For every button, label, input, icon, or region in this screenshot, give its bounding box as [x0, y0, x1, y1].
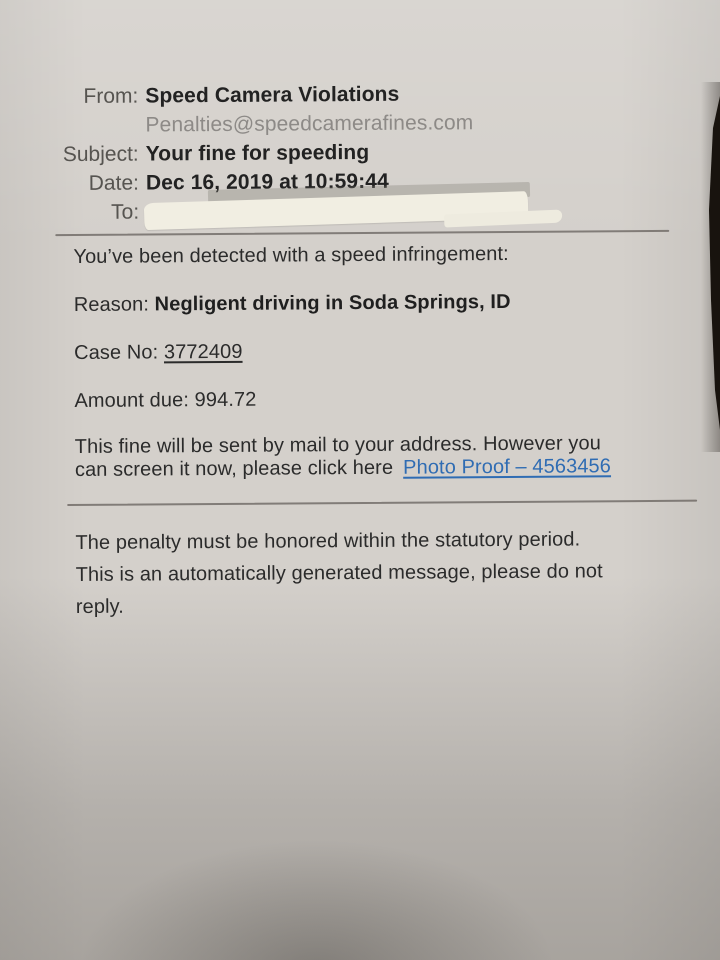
reason-label: Reason:	[73, 293, 150, 316]
to-value-redacted	[146, 193, 718, 226]
from-address-spacer	[0, 110, 146, 140]
email-footer	[0, 522, 720, 623]
from-address: Penalties@speedcamerafines.com	[145, 111, 474, 137]
infringement-intro: You’ve been detected with a speed infringement:	[73, 242, 509, 268]
footer-divider-line	[67, 500, 697, 506]
footer-line-1: The penalty must be honored within the statutory period.	[75, 528, 581, 554]
to-label: To:	[111, 200, 140, 224]
date-label: Date:	[88, 171, 140, 195]
header-divider-line	[55, 230, 669, 236]
subject-value: Your fine for speeding	[145, 140, 370, 166]
case-label: Case No:	[74, 341, 159, 364]
notice-line-1: This fine will be sent by mail to your address. However you	[74, 432, 601, 458]
from-label: From:	[83, 84, 139, 108]
amount-line: Amount due: 994.72	[74, 388, 257, 412]
email-header	[0, 0, 718, 228]
footer-line-2: This is an automatically generated message, please do not	[75, 560, 603, 586]
from-value: Speed Camera Violations	[145, 82, 400, 108]
reason-line	[74, 287, 719, 318]
case-number: 3772409	[163, 340, 243, 364]
photo-proof-link[interactable]: Photo Proof – 4563456	[403, 455, 612, 479]
date-value: Dec 16, 2019 at 10:59:44	[145, 169, 389, 195]
footer-line-3: reply.	[75, 595, 124, 618]
email-body	[0, 239, 720, 482]
case-line	[74, 335, 719, 366]
notice-line-2-text: can screen it now, please click here	[74, 456, 394, 481]
subject-label: Subject:	[62, 142, 139, 167]
reason-value: Negligent driving in Soda Springs, ID	[154, 290, 511, 316]
notice-line-2	[75, 454, 720, 482]
